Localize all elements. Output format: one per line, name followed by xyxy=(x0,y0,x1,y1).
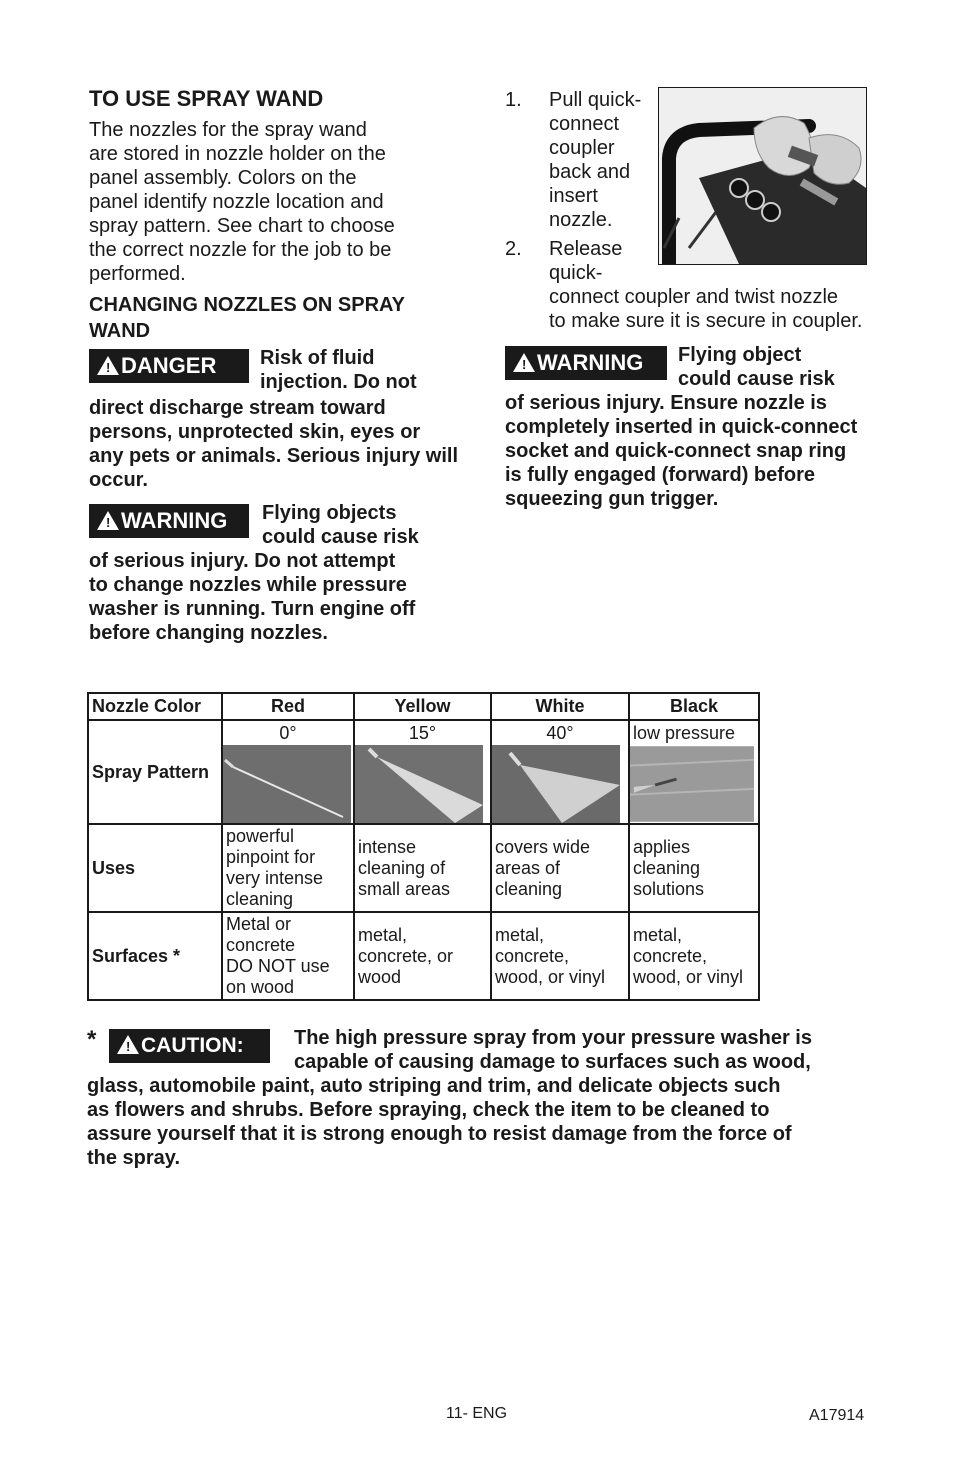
page-number: 11- ENG xyxy=(446,1405,508,1422)
nozzle-insert-photo xyxy=(658,87,867,265)
step-line: nozzle. xyxy=(549,209,613,231)
spray-0-image xyxy=(223,745,351,823)
intro-line: performed. xyxy=(89,263,186,285)
spray-low-pressure-image xyxy=(630,745,754,823)
step-line: coupler xyxy=(549,137,615,159)
warning-badge xyxy=(89,504,249,538)
warning-line: Flying object xyxy=(678,344,802,366)
subtitle-line: WAND xyxy=(89,320,151,342)
header-cell: Red xyxy=(222,693,354,720)
danger-line: occur. xyxy=(89,469,148,491)
cell-line: wood, or vinyl xyxy=(495,966,606,987)
surfaces-label: Surfaces * xyxy=(88,912,222,1000)
cell-line: very intense xyxy=(226,868,324,888)
spray-pattern-label: Spray Pattern xyxy=(88,720,222,824)
uses-cell xyxy=(222,824,354,912)
cell-line: powerful xyxy=(226,826,295,846)
intro-paragraph xyxy=(89,118,395,286)
step-line: insert xyxy=(549,185,598,207)
warning-body xyxy=(89,549,415,645)
caution-star: * xyxy=(87,1026,97,1053)
header-cell: White xyxy=(491,693,629,720)
surfaces-cell xyxy=(354,912,491,1000)
danger-side-text xyxy=(260,346,417,394)
cell-line: concrete xyxy=(226,935,296,955)
spray-image-cell xyxy=(629,745,759,824)
surfaces-cell xyxy=(629,912,759,1000)
step-2-number: 2. xyxy=(505,238,522,260)
warning-line: could cause risk xyxy=(678,368,835,390)
warning-right-side-text xyxy=(678,343,835,391)
caution-badge xyxy=(109,1029,270,1063)
subtitle-line: CHANGING NOZZLES ON SPRAY xyxy=(89,294,405,316)
danger-body xyxy=(89,396,458,492)
warning-line: could cause risk xyxy=(262,526,419,548)
nozzle-chart-table xyxy=(87,692,760,1001)
cell-line: cleaning xyxy=(226,889,294,909)
spray-15-image xyxy=(355,745,483,823)
warning-line: completely inserted in quick-connect xyxy=(505,416,858,438)
caution-line: capable of causing damage to surfaces such as wood, xyxy=(294,1051,811,1073)
step-line: quick- xyxy=(549,262,603,284)
intro-line: panel assembly. Colors on the xyxy=(89,167,357,189)
uses-cell xyxy=(629,824,759,912)
cell-line: metal, xyxy=(633,924,683,945)
step-line: connect coupler and twist nozzle xyxy=(549,286,839,308)
table-row xyxy=(88,824,759,912)
subsection-title xyxy=(89,292,405,344)
danger-badge xyxy=(89,349,249,383)
intro-line: spray pattern. See chart to choose xyxy=(89,215,395,237)
warning-right-body xyxy=(505,391,857,511)
warning-label: WARNING xyxy=(537,350,644,375)
warning-badge-right xyxy=(505,346,667,380)
warning-line: of serious injury. Ensure nozzle is xyxy=(505,392,827,414)
warning-line: before changing nozzles. xyxy=(89,622,328,644)
warning-side-text xyxy=(262,501,419,549)
cell-line: solutions xyxy=(633,878,705,899)
warning-line: washer is running. Turn engine off xyxy=(89,598,416,620)
cell-line: on wood xyxy=(226,977,295,997)
cell-line: metal, xyxy=(495,924,545,945)
table-header-row xyxy=(88,693,759,720)
danger-line: any pets or animals. Serious injury will xyxy=(89,445,459,467)
warning-line: of serious injury. Do not attempt xyxy=(89,550,396,572)
caution-line: glass, automobile paint, auto striping and trim, and delicate objects such xyxy=(87,1075,781,1097)
step-line: back and xyxy=(549,161,631,183)
caution-label: CAUTION: xyxy=(141,1034,244,1057)
caution-body xyxy=(87,1074,792,1170)
cell-line: concrete, or xyxy=(358,945,454,966)
cell-line: concrete, xyxy=(633,945,708,966)
step-line: connect xyxy=(549,113,620,135)
cell-line: Metal or xyxy=(226,914,292,934)
danger-line: injection. Do not xyxy=(260,371,417,393)
cell-line: areas of xyxy=(495,857,561,878)
warning-line: socket and quick-connect snap ring xyxy=(505,440,847,462)
step-1-number: 1. xyxy=(505,89,522,111)
section-title: TO USE SPRAY WAND xyxy=(89,86,324,111)
uses-cell xyxy=(354,824,491,912)
danger-label: DANGER xyxy=(121,353,217,378)
cell-line: wood xyxy=(358,966,402,987)
spray-image-cell xyxy=(222,745,354,824)
cell-line: covers wide xyxy=(495,836,591,857)
document-code: A17914 xyxy=(809,1407,865,1424)
cell-line: DO NOT use xyxy=(226,956,330,976)
step-1-text xyxy=(549,88,641,232)
alert-triangle-icon: ! xyxy=(117,1035,139,1054)
table-row xyxy=(88,912,759,1000)
cell-line: applies xyxy=(633,836,691,857)
warning-label: WARNING xyxy=(121,508,228,533)
caution-line: The high pressure spray from your pressure washer is xyxy=(294,1027,812,1049)
cell-line: metal, xyxy=(358,924,408,945)
cell-line: small areas xyxy=(358,878,451,899)
cell-line: pinpoint for xyxy=(226,847,316,867)
cell-line: cleaning xyxy=(633,857,701,878)
surfaces-cell xyxy=(222,912,354,1000)
cell-line: cleaning xyxy=(495,878,563,899)
danger-line: Risk of fluid xyxy=(260,347,375,369)
header-cell: Nozzle Color xyxy=(88,693,222,720)
photo-illustration xyxy=(659,88,866,264)
cell-line: intense xyxy=(358,836,417,857)
danger-line: persons, unprotected skin, eyes or xyxy=(89,421,421,443)
caution-line: as flowers and shrubs. Before spraying, check the item to be cleaned to xyxy=(87,1099,770,1121)
cell-line: wood, or vinyl xyxy=(633,966,744,987)
angle-cell: 0° xyxy=(222,720,354,745)
alert-triangle-icon: ! xyxy=(97,511,119,530)
warning-line: squeezing gun trigger. xyxy=(505,488,719,510)
intro-line: are stored in nozzle holder on the xyxy=(89,143,386,165)
step-line: Pull quick- xyxy=(549,89,642,111)
step-line: Release xyxy=(549,238,623,260)
intro-line: The nozzles for the spray wand xyxy=(89,119,367,141)
header-cell: Yellow xyxy=(354,693,491,720)
caution-line: assure yourself that it is strong enough to resist damage from the force of xyxy=(87,1123,792,1145)
angle-cell: 15° xyxy=(354,720,491,745)
warning-line: Flying objects xyxy=(262,502,397,524)
step-line: to make sure it is secure in coupler. xyxy=(549,310,863,332)
angle-cell: low pressure xyxy=(629,720,759,745)
warning-line: is fully engaged (forward) before xyxy=(505,464,816,486)
uses-label: Uses xyxy=(88,824,222,912)
alert-triangle-icon: ! xyxy=(97,356,119,375)
caution-side-text xyxy=(294,1026,812,1074)
spray-40-image xyxy=(492,745,620,823)
table-row xyxy=(88,720,759,745)
cell-line: cleaning of xyxy=(358,857,446,878)
spray-image-cell xyxy=(491,745,629,824)
cell-line: concrete, xyxy=(495,945,570,966)
uses-cell xyxy=(491,824,629,912)
intro-line: panel identify nozzle location and xyxy=(89,191,384,213)
alert-triangle-icon: ! xyxy=(513,353,535,372)
surfaces-cell xyxy=(491,912,629,1000)
intro-line: the correct nozzle for the job to be xyxy=(89,239,392,261)
warning-line: to change nozzles while pressure xyxy=(89,574,407,596)
header-cell: Black xyxy=(629,693,759,720)
caution-line: the spray. xyxy=(87,1147,180,1169)
danger-line: direct discharge stream toward xyxy=(89,397,386,419)
spray-image-cell xyxy=(354,745,491,824)
angle-cell: 40° xyxy=(491,720,629,745)
